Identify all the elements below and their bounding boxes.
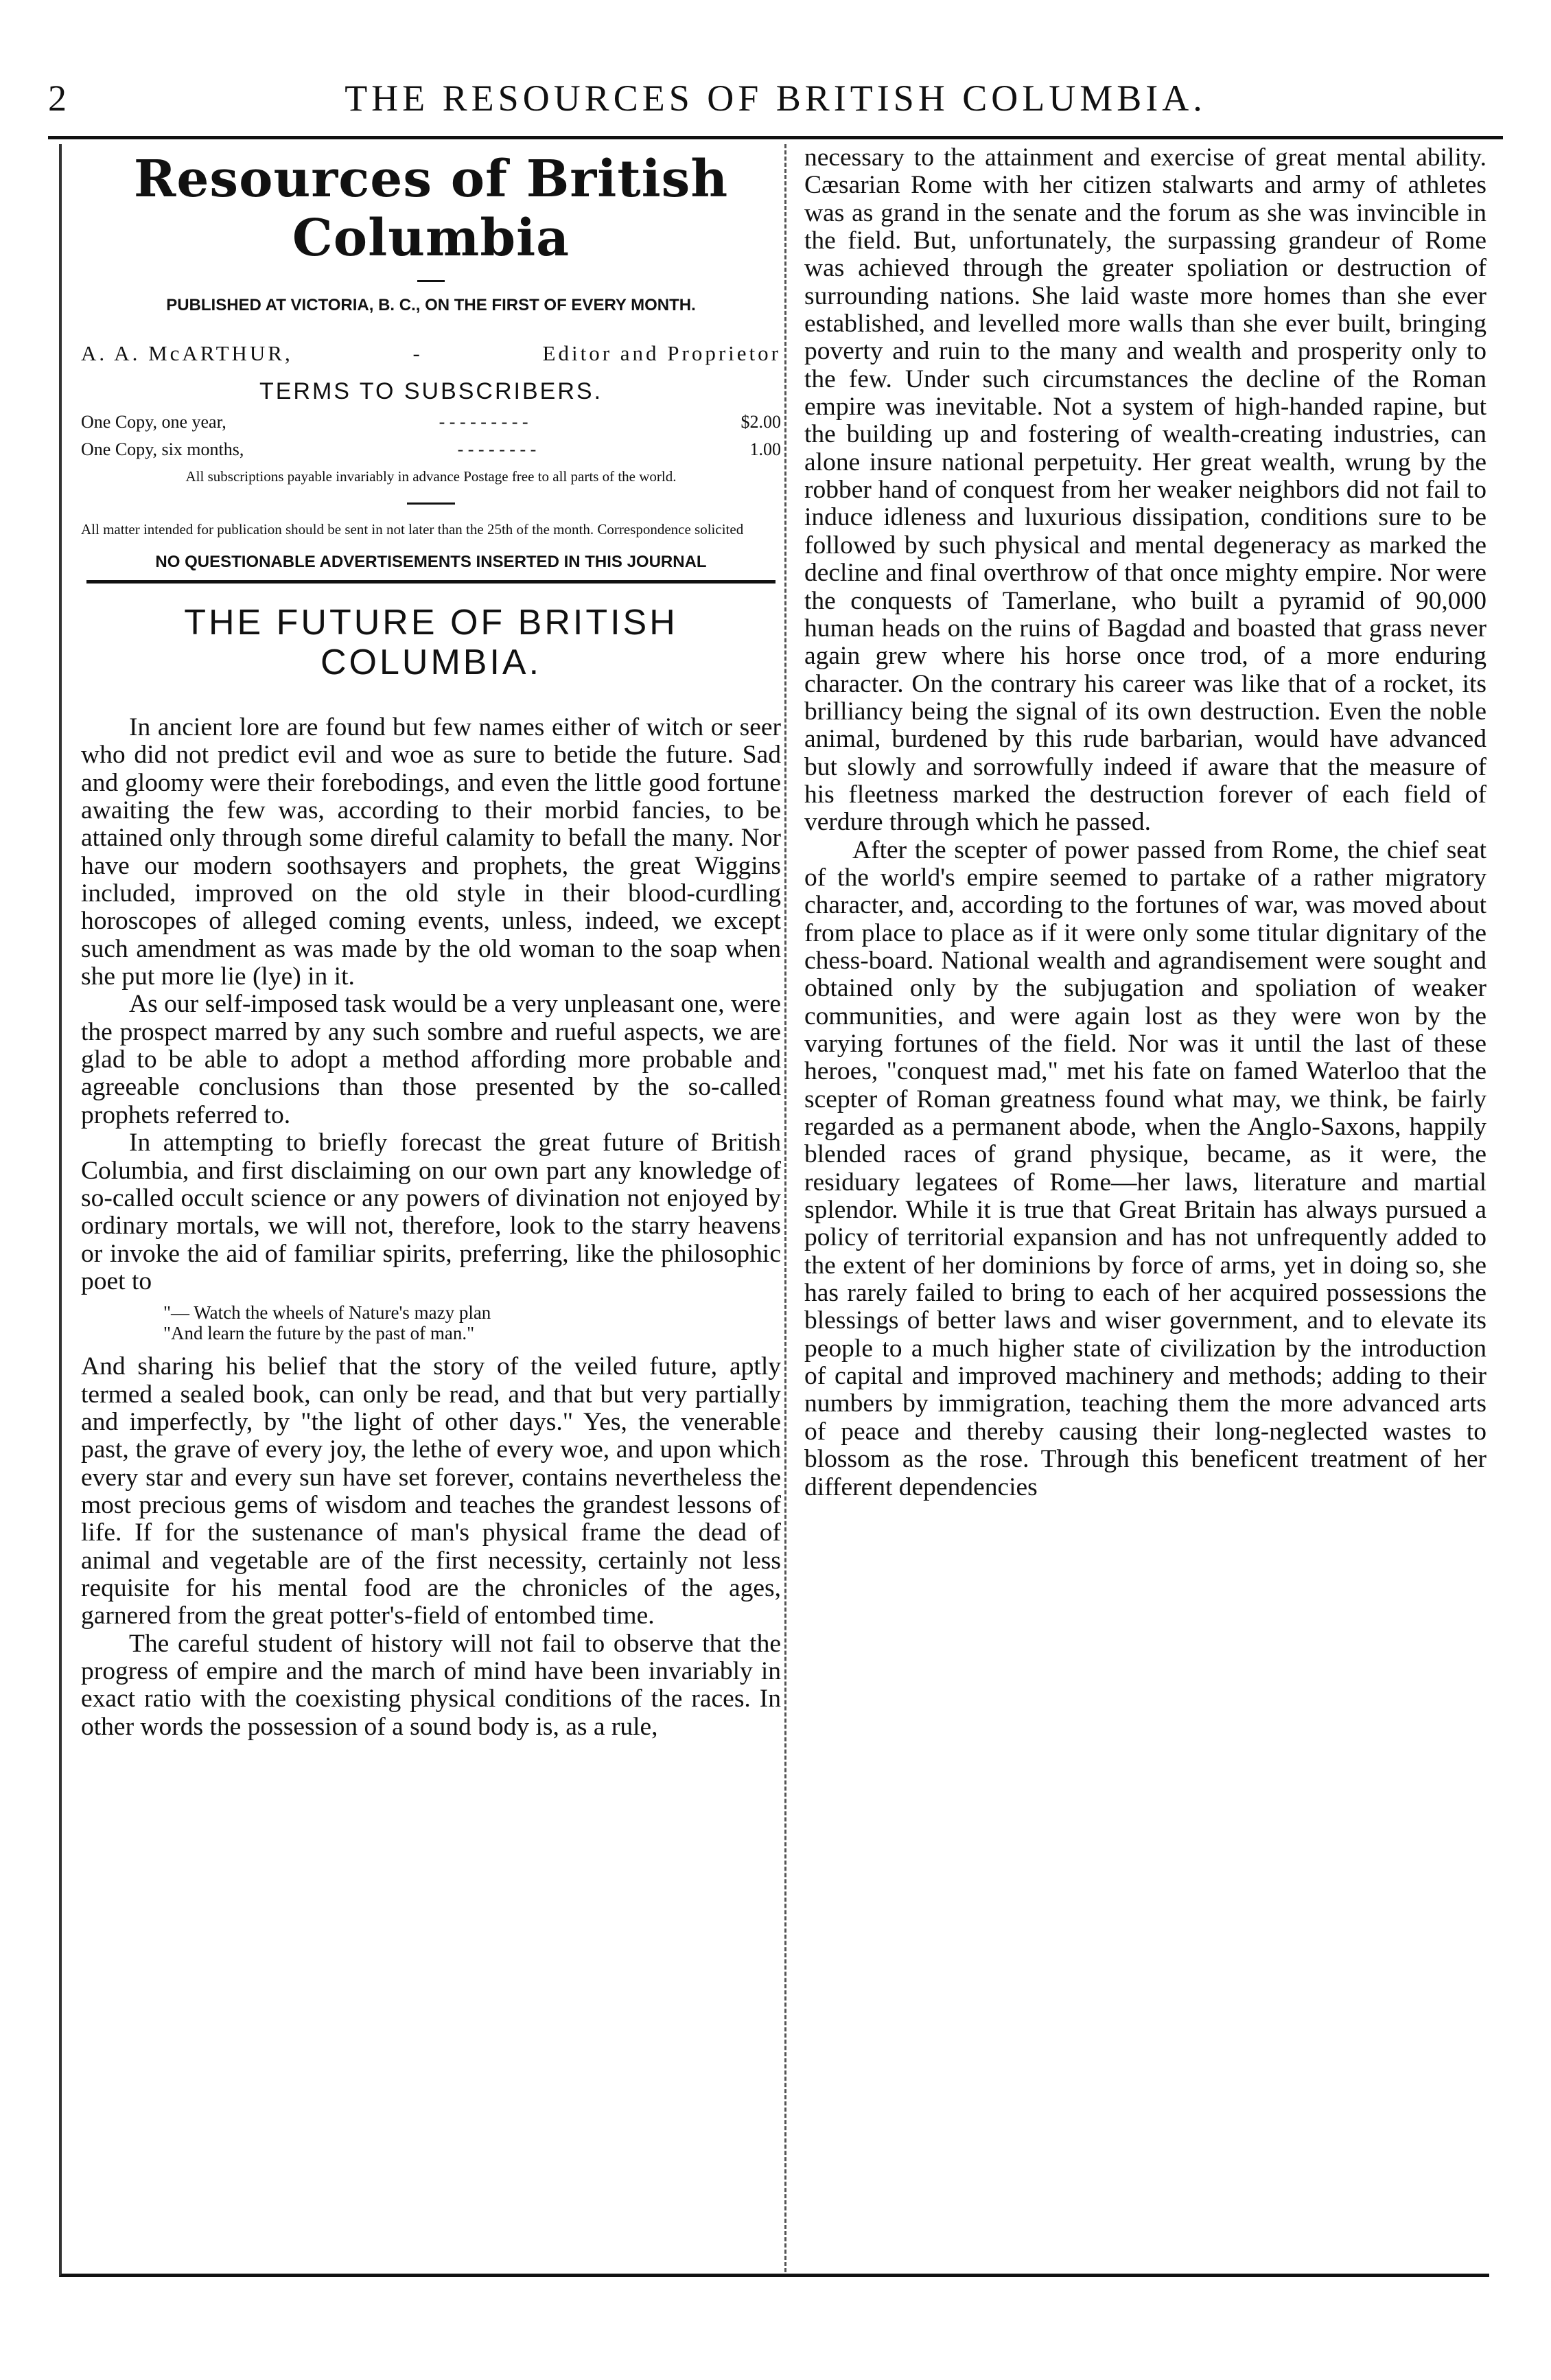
article-paragraph: And sharing his belief that the story of the veiled future, aptly termed a sealed book, can only be read, and that but very partially and imperfectly, by "the light of other days." Yes, the venerable past, the grave of every joy, the lethe of every woe, and upon which every star and every sun have set forever, contains nevertheless the most precious gems of wisdom and teaches the grandest lessons of life. If for the sustenance of man's physical frame the dead of animal and vegetable are of the first necessity, certainly not less requisite for his mental food are the chronicles of the ages, garnered from the great potter's-field of entombed time. <box>81 1352 781 1630</box>
no-ads-notice: NO QUESTIONABLE ADVERTISEMENTS INSERTED IN THIS JOURNAL <box>155 553 707 571</box>
verse-quote <box>163 1302 781 1343</box>
price-value: 1.00 <box>749 439 781 459</box>
masthead-bottom-rule <box>86 580 775 584</box>
masthead-divider <box>407 502 455 505</box>
running-head-title: THE RESOURCES OF BRITISH COLUMBIA. <box>345 78 1206 119</box>
editor-role: Editor and Proprietor <box>542 341 781 365</box>
price-label: One Copy, one year, <box>81 412 226 432</box>
matter-note: All matter intended for publication should be sent in not later than the 25th of the month. Correspondence solicited <box>81 521 744 538</box>
editor-name: A. A. McARTHUR, <box>81 341 293 365</box>
running-head <box>48 77 1503 126</box>
column-divider <box>784 144 786 2272</box>
price-leader: - - - - - - - - <box>457 439 537 459</box>
price-row <box>81 412 781 432</box>
article-paragraph: After the scepter of power passed from Rome, the chief seat of the world's empire seemed to partake of a rather migratory character, and, according to the fortunes of war, was moved about from place to place as if it were only some titular dignitary of the chess-board. National wealth and agrandisement were sought and obtained only by the subjugation and spoliation of weaker communities, and were again lost as they were won by the varying fortunes of the field. Nor was it until the last of these heroes, "conquest mad," met his fate on famed Waterloo that the scepter of Roman greatness found what may, we think, be fairly regarded as a permanent abode, when the Anglo-Saxons, happily blended races of grand physique, became, as it were, the residuary legatees of Rome—her laws, literature and martial splendor. While it is true that Great Britain has always pursued a policy of territorial expansion and has not unfrequently added to the extent of her dominions by force of arms, yet in doing so, she has rarely failed to bring to each of her acquired possessions the blessings of better laws and wiser government, and to elevate its people to a much higher state of civilization by the introduction of capital and improved machinery and methods; adding to their numbers by immigration, teaching them the more advanced arts of peace and thereby causing their long-neglected wastes to blossom as the rose. Through this beneficent treatment of her different dependencies <box>804 835 1486 1501</box>
editor-dash: - <box>412 341 423 365</box>
price-value: $2.00 <box>740 412 781 432</box>
masthead <box>81 150 781 584</box>
subscription-note: All subscriptions payable invariably in advance Postage free to all parts of the world. <box>185 468 677 485</box>
article-paragraph: As our self-imposed task would be a very unpleasant one, were the prospect marred by any such sombre and rueful aspects, we are glad to be able to adopt a method affording more probable and agreeable conclusions than those presented by the so-called prophets referred to. <box>81 990 781 1129</box>
price-leader: - - - - - - - - - <box>439 412 528 432</box>
running-head-rule <box>48 136 1503 139</box>
article-paragraph: The careful student of history will not fail to observe that the progress of empire and the march of mind have been invariably in exact ratio with the coexisting physical conditions of the races. In other words the possession of a sound body is, as a rule, <box>81 1629 781 1741</box>
article-paragraph: necessary to the attainment and exercise of great mental ability. Cæsarian Rome with her citizen stalwarts and army of athletes was as grand in the senate and the forum as she was invincible in the field. But, unfortunately, the surpassing grandeur of Rome was achieved through the greater spoliation or destruction of surrounding nations. She laid waste more homes than she ever established, and levelled more walls than she ever built, bringing poverty and ruin to the many and wealth and prosperity only to the few. Under such circumstances the decline of the Roman empire was inevitable. Not a system of high-handed rapine, but the building up and fostering of wealth-creating industries, can alone insure national perpetuity. Her great wealth, wrung by the robber hand of conquest from her weaker neighbors did not fail to induce idleness and luxurious dissipation, conditions sure to be followed by such physical and mental degeneracy as marked the decline and final overthrow of that once mighty empire. Nor were the conquests of Tamerlane, who built a pyramid of 90,000 human heads on the ruins of Bagdad and boasted that grass never again grew where his horse once trod, of a more enduring character. On the contrary his career was like that of a rocket, its brilliancy being the signal of its own destruction. Even the noble animal, burdened by this rude barbarian, would have advanced but slowly and sorrowfully indeed if aware that the measure of his fleetness marked the destruction forever of each field of verdure through which he passed. <box>804 143 1486 837</box>
masthead-divider <box>417 280 445 282</box>
left-column <box>81 144 781 1741</box>
publication-notice: PUBLISHED AT VICTORIA, B. C., ON THE FIRST OF EVERY MONTH. <box>166 296 696 314</box>
article-title: THE FUTURE OF BRITISH COLUMBIA. <box>184 603 678 682</box>
masthead-title: Resources of British Columbia <box>133 150 729 268</box>
page-number: 2 <box>48 78 67 119</box>
price-label: One Copy, six months, <box>81 439 244 459</box>
article-paragraph: In ancient lore are found but few names either of witch or seer who did not predict evil and woe as sure to betide the future. Sad and gloomy were their forebodings, and even the little good fortune awaiting the few was, according to their morbid fancies, to be attained only through some direful calamity to befall the many. Nor have our modern soothsayers and prophets, the great Wiggins included, improved on the old style in their blood-curdling horoscopes of alleged coming events, unless, indeed, we except such amendment as was made by the old woman to the soap when she put more lie (lye) in it. <box>81 713 781 991</box>
terms-heading: TERMS TO SUBSCRIBERS. <box>259 378 603 404</box>
price-row <box>81 439 781 460</box>
verse-line: "— Watch the wheels of Nature's mazy plan <box>163 1302 491 1324</box>
verse-line: "And learn the future by the past of man." <box>163 1323 475 1344</box>
article-paragraph: In attempting to briefly forecast the great future of British Columbia, and first disclaiming on our own part any knowledge of so-called occult science or any powers of divination not enjoyed by ordinary mortals, we will not, therefore, look to the starry heavens or invoke the aid of familiar spirits, preferring, like the philosophic poet to <box>81 1129 781 1295</box>
right-column <box>804 144 1486 1501</box>
editor-line <box>81 341 781 366</box>
